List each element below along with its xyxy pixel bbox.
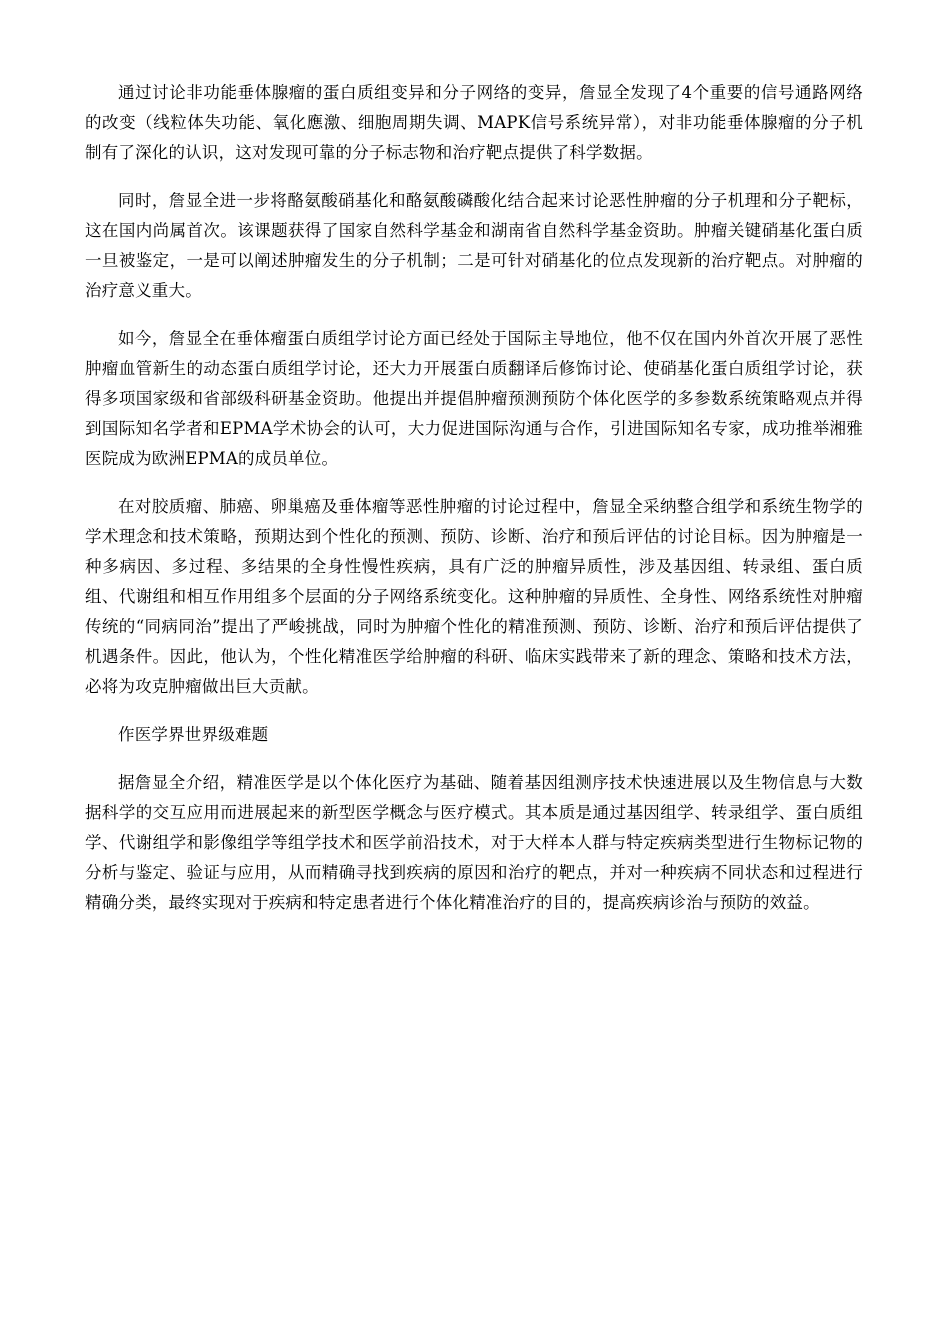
paragraph-4: 在对胶质瘤、肺癌、卵巢癌及垂体瘤等恶性肿瘤的讨论过程中，詹显全采纳整合组学和系统生物学的学术理念和技术策略，预期达到个性化的预测、预防、诊断、治疗和预后评估的讨论目标。因为肿瘤是一种多病因、多过程、多结果的全身性慢性疾病，具有广泛的肿瘤异质性，涉及基因组、转录组、蛋白质组、代谢组和相互作用组多个层面的分子网络系统变化。这种肿瘤的异质性、全身性、网络系统性对肿瘤传统的“同病同治”提出了严峻挑战，同时为肿瘤个性化的精准预测、预防、诊断、治疗和预后评估提供了机遇条件。因此，他认为，个性化精准医学给肿瘤的科研、临床实践带来了新的理念、策略和技术方法，必将为攻克肿瘤做出巨大贡献。 (85, 497, 863, 696)
section-heading: 作医学界世界级难题 (118, 725, 269, 744)
document-body (85, 78, 863, 918)
paragraph-5: 据詹显全介绍，精准医学是以个体化医疗为基础、随着基因组测序技术快速进展以及生物信息与大数据科学的交互应用而进展起来的新型医学概念与医疗模式。其本质是通过基因组学、转录组学、蛋白质组学、代谢组学和影像组学等组学技术和医学前沿技术，对于大样本人群与特定疾病类型进行生物标记物的分析与鉴定、验证与应用，从而精确寻找到疾病的原因和治疗的靶点，并对一种疾病不同状态和过程进行精确分类，最终实现对于疾病和特定患者进行个体化精准治疗的目的，提高疾病诊治与预防的效益。 (85, 773, 863, 912)
paragraph-3: 如今，詹显全在垂体瘤蛋白质组学讨论方面已经处于国际主导地位，他不仅在国内外首次开展了恶性肿瘤血管新生的动态蛋白质组学讨论，还大力开展蛋白质翻译后修饰讨论、使硝基化蛋白质组学讨论，获得多项国家级和省部级科研基金资助。他提出并提倡肿瘤预测预防个体化医学的多参数系统策略观点并得到国际知名学者和EPMA学术协会的认可，大力促进国际沟通与合作，引进国际知名专家，成功推举湘雅医院成为欧洲EPMA的成员单位。 (85, 329, 863, 468)
paragraph-1: 通过讨论非功能垂体腺瘤的蛋白质组变异和分子网络的变异，詹显全发现了4个重要的信号通路网络的改变（线粒体失功能、氧化應激、细胞周期失调、MAPK信号系统异常），对非功能垂体腺瘤的分子机制有了深化的认识，这对发现可靠的分子标志物和治疗靶点提供了科学数据。 (85, 83, 863, 162)
paragraph-2: 同时，詹显全进一步将酪氨酸硝基化和酪氨酸磷酸化结合起来讨论恶性肿瘤的分子机理和分子靶标，这在国内尚属首次。该课题获得了国家自然科学基金和湖南省自然科学基金资助。肿瘤关键硝基化蛋白质一旦被鉴定，一是可以阐述肿瘤发生的分子机制；二是可针对硝基化的位点发现新的治疗靶点。对肿瘤的治疗意义重大。 (85, 191, 863, 300)
